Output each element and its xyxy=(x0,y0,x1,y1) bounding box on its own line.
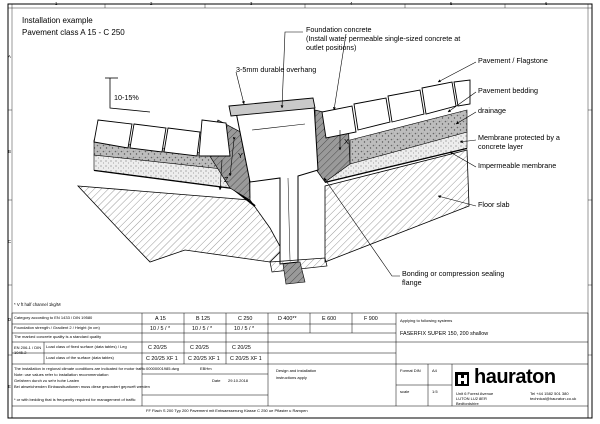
row-label-surface: Load class of the surface (data tables) xyxy=(46,355,114,360)
table-note-1: The installation in regional climate conditions are indicated for motor traffic xyxy=(14,366,146,371)
border-number-3: 3 xyxy=(250,1,253,6)
class-b125: B 125 xyxy=(196,316,211,322)
border-number-2: 2 xyxy=(150,1,153,6)
dimension-z: Z xyxy=(224,175,229,184)
design-notice-2: instructions apply xyxy=(276,375,307,380)
callout-impermeable: Impermeable membrane xyxy=(478,161,557,170)
callout-slope: 10-15% xyxy=(114,93,139,102)
class-c250: C 250 xyxy=(238,316,253,322)
brand-name: hauraton xyxy=(474,366,556,388)
border-letter-d: D xyxy=(8,317,12,322)
callout-bonding-2: flange xyxy=(402,278,422,287)
applies-label: Applying to following systems xyxy=(400,318,453,323)
scale-value: 1:5 xyxy=(432,389,438,394)
callout-foundation-concrete: Foundation concrete xyxy=(306,25,372,34)
cell-r5-b: C 20/25 XF 1 xyxy=(188,356,220,362)
callout-foundation-note-2: outlet positions) xyxy=(306,43,357,52)
drawing-title: Installation example xyxy=(22,16,93,25)
callout-membrane-protected: Membrane protected by a xyxy=(478,133,560,142)
row-label-category: Category according to EN 1433 / DIN 19580 xyxy=(14,315,93,320)
design-notice-1: Design and installation xyxy=(276,368,317,373)
hauraton-logo-icon xyxy=(455,372,469,386)
border-number-5: 5 xyxy=(450,1,453,6)
format-label: Format DIN xyxy=(400,368,421,373)
row-label-quality: The marked concrete quality is a standard quality xyxy=(14,334,102,339)
border-number-1: 1 xyxy=(55,1,58,6)
row-label-standard: EN 206-1 / DIN 1045-2 xyxy=(14,345,42,355)
callout-foundation-note-1: (Install water permeable single-sized concrete at xyxy=(306,34,461,43)
row-label-foundation: Foundation strength / Gradient 2 / Height (in cm) xyxy=(14,325,100,330)
cell-r5-a: C 20/25 XF 1 xyxy=(146,356,178,362)
callout-drainage: drainage xyxy=(478,106,506,115)
cell-r4-c: C 20/25 xyxy=(232,345,251,351)
class-a15: A 15 xyxy=(155,316,166,322)
contact-email: technical@hauraton.co.uk xyxy=(530,396,577,401)
row-label-fixed-surface: Load class of fixed surface (data tables) / Leg xyxy=(46,344,127,349)
border-letter-a: A xyxy=(8,54,11,59)
drawing-number: 00000001985.dwg xyxy=(146,366,179,371)
cell-r4-a: C 20/25 xyxy=(148,345,167,351)
scale-label: scale xyxy=(400,389,410,394)
class-f900: F 900 xyxy=(364,316,378,322)
callout-pavement: Pavement / Flagstone xyxy=(478,56,548,65)
drawing-footnote: * V ft half channel 1kg/M xyxy=(14,302,61,307)
cell-r2-c: 10 / 5 / * xyxy=(234,326,255,332)
address-line-1: Unit 6 Forest Avenue xyxy=(456,391,494,396)
format-value: A4 xyxy=(432,368,437,373)
address-line-3: Bedfordshire xyxy=(456,401,479,406)
drawing-date: 29.10.2018 xyxy=(228,378,249,383)
table-note-2: Note: use values refer to installation recommendation xyxy=(14,372,109,377)
table-note-4: Bei abweichenden Einbausituationen muss diese gesondert geprueft werden xyxy=(14,384,150,389)
cell-r5-c: C 20/25 XF 1 xyxy=(230,356,262,362)
floor-slab-left xyxy=(78,186,282,262)
callout-bonding: Bonding or compression sealing xyxy=(402,269,505,278)
drawing-subtitle: Pavement class A 15 - C 250 xyxy=(22,28,125,37)
dimension-x: X xyxy=(344,137,349,146)
border-letter-c: C xyxy=(8,239,12,244)
date-label: Date xyxy=(212,378,221,383)
border-number-6: 6 xyxy=(545,1,548,6)
table-note-3: Gefahren durch zu sehr hohe Lasten xyxy=(14,378,80,383)
contact-phone: Tel +44 1582 501 380 xyxy=(530,391,569,396)
system-name: FASERFIX SUPER 150, 200 shallow xyxy=(400,331,489,337)
cell-r2-a: 10 / 5 / * xyxy=(150,326,171,332)
border-letter-e: E xyxy=(8,384,11,389)
callout-overhang: 3-5mm durable overhang xyxy=(236,65,317,74)
callout-membrane-protected-2: concrete layer xyxy=(478,142,524,151)
cell-r4-b: C 20/25 xyxy=(190,345,209,351)
engineer: EBHm xyxy=(200,366,212,371)
border-number-4: 4 xyxy=(350,1,353,6)
class-d400: D 400** xyxy=(278,316,297,322)
dimension-y: Y xyxy=(238,151,243,160)
cell-r2-b: 10 / 5 / * xyxy=(192,326,213,332)
address-line-2: LUTON LU2 8ER xyxy=(456,396,487,401)
callout-floor-slab: Floor slab xyxy=(478,200,510,209)
table-footnote: * or with bedding that is frequently required for management of traffic xyxy=(14,397,136,402)
callout-bedding: Pavement bedding xyxy=(478,86,538,95)
class-e600: E 600 xyxy=(322,316,337,322)
drawing-code-line: FF Flach S 200 Typ 200 Pavement mit Entwaesserung Klasse C 250 ue Pflaster u Rampen xyxy=(146,408,308,413)
border-letter-b: B xyxy=(8,149,11,154)
